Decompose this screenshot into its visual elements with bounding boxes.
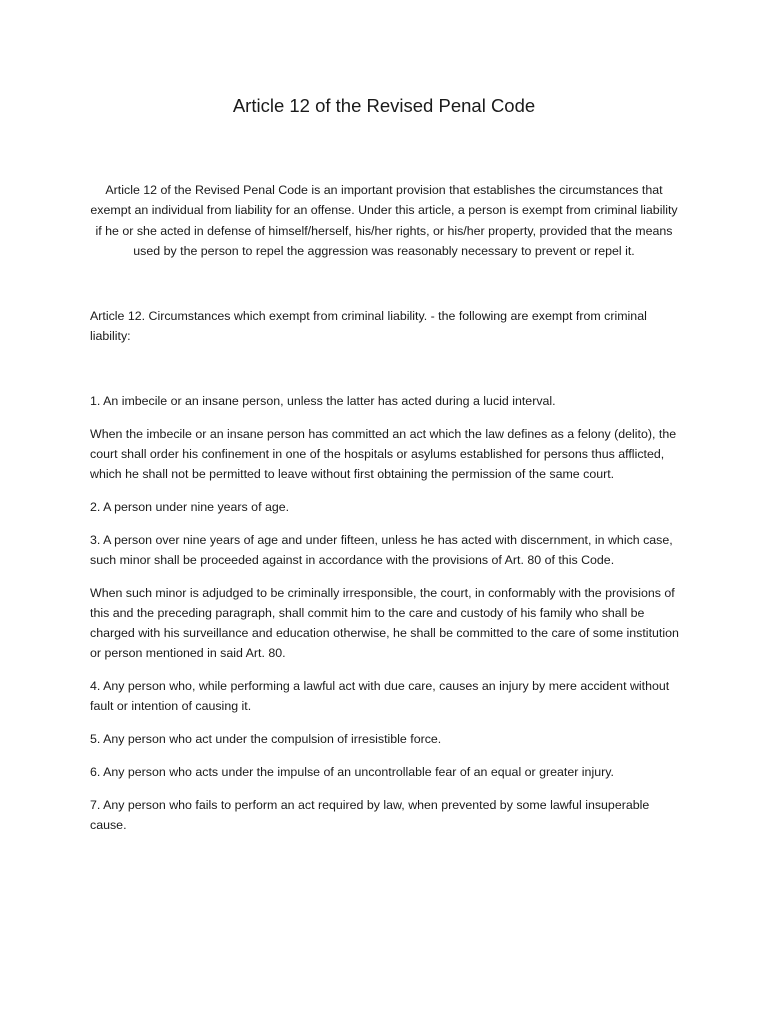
paragraph-2: When the imbecile or an insane person has committed an act which the law defines as a felony (delito), the court shall order his confinement in one of the hospitals or asylums established for persons thus afflicted, which he shall not be permitted to leave without first obtaining the permission of the same court. (90, 427, 677, 481)
paragraph-3: 2. A person under nine years of age. (90, 500, 290, 514)
document-body (90, 306, 680, 848)
paragraph-1: 1. An imbecile or an insane person, unless the latter has acted during a lucid interval. (90, 394, 556, 408)
paragraph-7: 5. Any person who act under the compulsion of irresistible force. (90, 732, 442, 746)
article-heading: Article 12. Circumstances which exempt from criminal liability. - the following are exempt from criminal liability: (90, 309, 647, 343)
paragraph-4: 3. A person over nine years of age and under fifteen, unless he has acted with discernment, in which case, such minor shall be proceeded against in accordance with the provisions of Art. 80 of this Code. (90, 533, 673, 567)
document-title: Article 12 of the Revised Penal Code (232, 95, 536, 116)
intro-paragraph: Article 12 of the Revised Penal Code is an important provision that establishes the circumstances that exempt an individual from liability for an offense. Under this article, a person is exempt from criminal liability if he or she acted in defense of himself/herself, his/her rights, or his/her property, provided that the means used by the person to repel the aggression was reasonably necessary to prevent or repel it. (90, 183, 678, 259)
paragraph-9: 7. Any person who fails to perform an act required by law, when prevented by some lawful insuperable cause. (90, 798, 650, 832)
paragraph-5: When such minor is adjudged to be criminally irresponsible, the court, in conformably with the provisions of this and the preceding paragraph, shall commit him to the care and custody of his family who shall be charged with his surveillance and education otherwise, he shall be committed to the care of some institution or person mentioned in said Art. 80. (90, 586, 679, 660)
paragraph-8: 6. Any person who acts under the impulse of an uncontrollable fear of an equal or greater injury. (90, 765, 614, 779)
paragraph-6: 4. Any person who, while performing a lawful act with due care, causes an injury by mere accident without fault or intention of causing it. (90, 679, 670, 713)
